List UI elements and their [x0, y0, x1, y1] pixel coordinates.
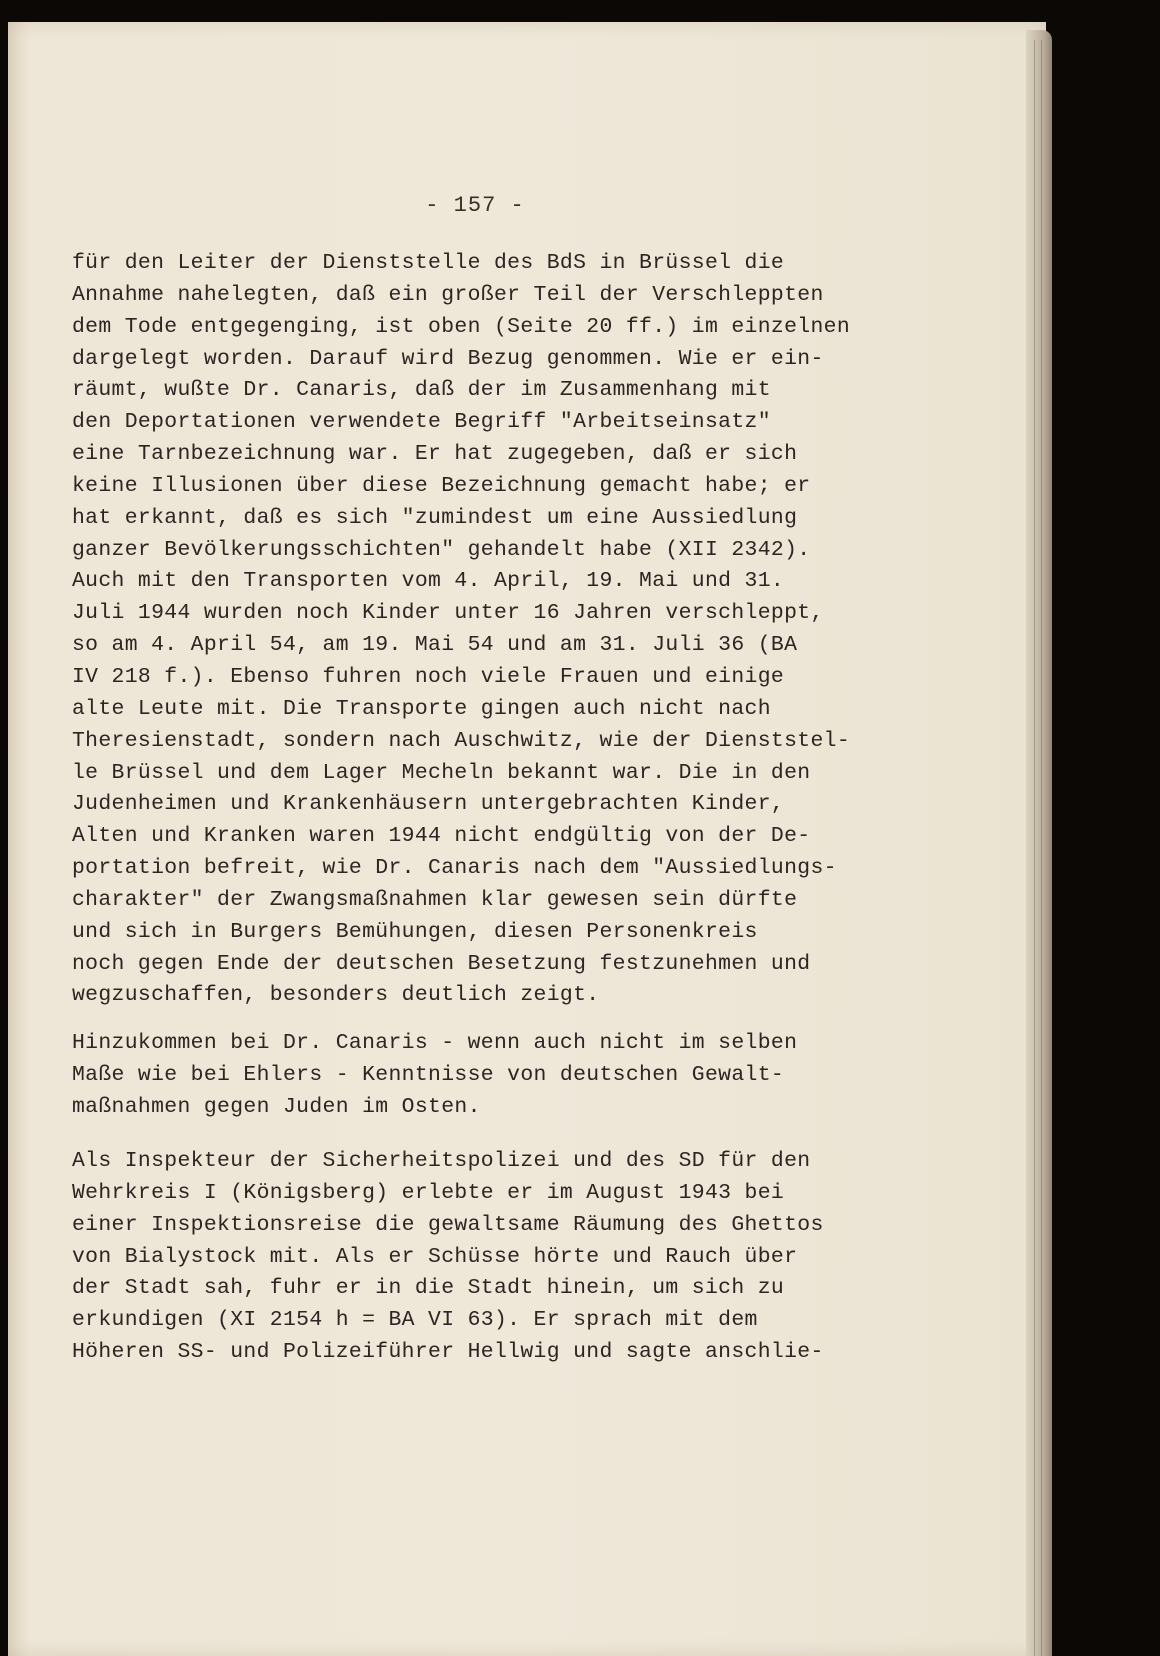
text-line: maßnahmen gegen Juden im Osten. [72, 1094, 481, 1119]
text-line: IV 218 f.). Ebenso fuhren noch viele Frauen und einige [72, 664, 785, 689]
text-line: Alten und Kranken waren 1944 nicht endgültig von der De- [72, 824, 811, 849]
text-line: portation befreit, wie Dr. Canaris nach dem "Aussiedlungs- [72, 856, 837, 881]
paragraph-2 [72, 1028, 797, 1124]
text-line: Auch mit den Transporten vom 4. April, 19. Mai und 31. [72, 569, 785, 594]
text-line: dargelegt worden. Darauf wird Bezug genommen. Wie er ein- [72, 346, 824, 371]
text-line: Hinzukommen bei Dr. Canaris - wenn auch nicht im selben [72, 1031, 798, 1055]
page-stack-edge [1026, 30, 1052, 1656]
text-line: dem Tode entgegenging, ist oben (Seite 20 ff.) im einzelnen [72, 314, 851, 339]
text-line: von Bialystock mit. Als er Schüsse hörte und Rauch über [72, 1244, 798, 1269]
text-line: le Brüssel und dem Lager Mecheln bekannt war. Die in den [72, 760, 811, 785]
text-line: einer Inspektionsreise die gewaltsame Räumung des Ghettos [72, 1212, 824, 1237]
page-edge-line [1034, 40, 1035, 1656]
text-line: Maße wie bei Ehlers - Kenntnisse von deutschen Gewalt- [72, 1062, 785, 1087]
text-line: so am 4. April 54, am 19. Mai 54 und am 31. Juli 36 (BA [72, 633, 798, 658]
paragraph-1 [72, 248, 850, 1012]
page-edge-line [1041, 40, 1042, 1656]
text-line: keine Illusionen über diese Bezeichnung gemacht habe; er [72, 473, 811, 498]
text-line: Annahme nahelegten, daß ein großer Teil der Verschleppten [72, 282, 824, 307]
text-line: der Stadt sah, fuhr er in die Stadt hinein, um sich zu [72, 1276, 785, 1301]
text-line: wegzuschaffen, besonders deutlich zeigt. [72, 983, 600, 1008]
paragraph-3 [72, 1146, 824, 1369]
text-line: und sich in Burgers Bemühungen, diesen Personenkreis [72, 919, 758, 944]
text-line: Juli 1944 wurden noch Kinder unter 16 Jahren verschleppt, [72, 601, 824, 626]
page-number: - 157 - [425, 193, 525, 218]
text-line: erkundigen (XI 2154 h = BA VI 63). Er sprach mit dem [72, 1308, 758, 1333]
text-line: eine Tarnbezeichnung war. Er hat zugegeben, daß er sich [72, 442, 798, 467]
text-line: alte Leute mit. Die Transporte gingen auch nicht nach [72, 696, 771, 721]
text-line: Theresienstadt, sondern nach Auschwitz, wie der Dienststel- [72, 728, 851, 753]
text-line: hat erkannt, daß es sich "zumindest um eine Aussiedlung [72, 505, 798, 530]
text-line: für den Leiter der Dienststelle des BdS in Brüssel die [72, 251, 785, 275]
text-line: Als Inspekteur der Sicherheitspolizei und des SD für den [72, 1149, 811, 1173]
text-line: räumt, wußte Dr. Canaris, daß der im Zusammenhang mit [72, 378, 771, 403]
text-line: noch gegen Ende der deutschen Besetzung festzunehmen und [72, 951, 811, 976]
text-line: Höheren SS- und Polizeiführer Hellwig und sagte anschlie- [72, 1340, 824, 1365]
text-line: Wehrkreis I (Königsberg) erlebte er im August 1943 bei [72, 1180, 785, 1205]
text-line: Judenheimen und Krankenhäusern untergebrachten Kinder, [72, 792, 785, 817]
text-line: den Deportationen verwendete Begriff "Arbeitseinsatz" [72, 410, 771, 435]
text-line: ganzer Bevölkerungsschichten" gehandelt habe (XII 2342). [72, 537, 811, 562]
text-line: charakter" der Zwangsmaßnahmen klar gewesen sein dürfte [72, 887, 798, 912]
